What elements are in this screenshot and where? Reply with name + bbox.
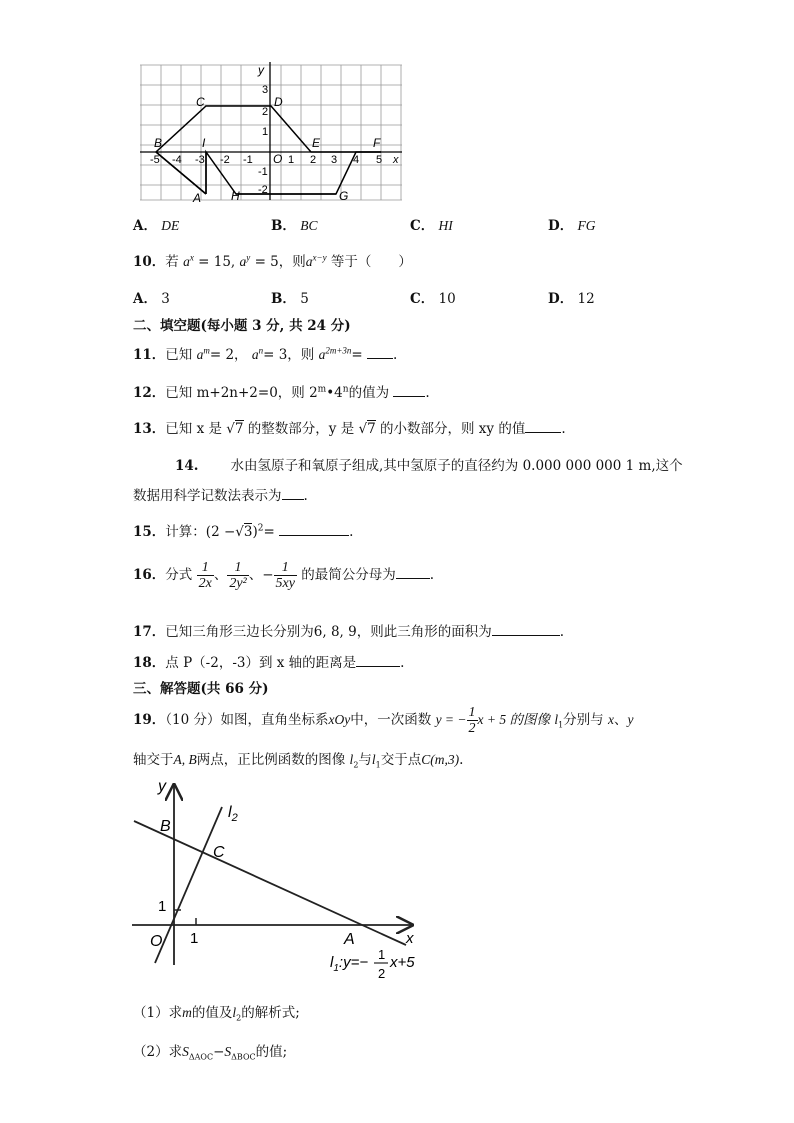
q10-option-b: B． 5 xyxy=(271,291,309,307)
svg-text:3: 3 xyxy=(331,154,338,166)
answer-blank xyxy=(525,420,561,433)
sub-question-1: （1）求m的值及$l_2$的解析式; xyxy=(133,1005,300,1023)
svg-text:-1: -1 xyxy=(243,154,253,166)
question-17: 17．已知三角形三边长分别为6, 8, 9，则此三角形的面积为 . xyxy=(133,624,565,640)
eq-tail: x+5 xyxy=(390,954,415,971)
point-C-label: C xyxy=(213,844,225,861)
svg-text:2: 2 xyxy=(310,154,317,166)
x-axis-label: x xyxy=(406,930,414,947)
point-C: C xyxy=(196,95,205,109)
question-13: 13．已知 x 是 √7 的整数部分，y 是 √7 的小数部分，则 xy 的值 . xyxy=(133,421,566,437)
svg-text:5: 5 xyxy=(376,154,383,166)
line-figure xyxy=(130,775,430,990)
y-tick-1: 1 xyxy=(158,898,167,915)
question-15: 15．计算：$(2 -√3)^2=$ . xyxy=(133,523,354,540)
question-12: 12．已知 m+2n+2=0，则 2$^m$•4$^n$的值为 . xyxy=(133,384,430,401)
point-E: E xyxy=(312,136,321,150)
q10-option-d: D． 12 xyxy=(548,291,595,307)
q9-option-c: C． HI xyxy=(410,218,453,234)
x-axis-label: x xyxy=(393,154,399,166)
fraction-3: $\frac{1}{5xy}$ xyxy=(275,560,295,591)
origin-label: O xyxy=(150,933,163,950)
question-14-line2: 数据用科学记数法表示为 . xyxy=(133,488,308,504)
fraction-half: $\frac{1}{2}$ xyxy=(468,705,476,736)
svg-text:1: 1 xyxy=(288,154,295,166)
svg-text:-3: -3 xyxy=(195,154,205,166)
answer-blank xyxy=(396,566,430,579)
question-14-line1: 14. 水由氢原子和氧原子组成,其中氢原子的直径约为 0.000 000 000 1 m,这个 xyxy=(175,458,683,474)
svg-text:1: 1 xyxy=(262,126,269,138)
y-axis-label: y xyxy=(258,63,264,77)
svg-text:-5: -5 xyxy=(150,154,160,166)
svg-text:2: 2 xyxy=(262,106,269,118)
point-D: D xyxy=(274,95,283,109)
answer-blank xyxy=(279,523,349,536)
point-H: H xyxy=(231,189,240,203)
point-B: B xyxy=(154,136,163,150)
point-A-label: A xyxy=(344,931,355,948)
point-G: G xyxy=(339,189,349,203)
answer-blank xyxy=(282,487,304,500)
section-3-heading: 三、解答题(共 66 分) xyxy=(133,681,269,697)
answer-blank xyxy=(393,384,425,397)
origin-label: O xyxy=(273,152,283,166)
sqrt-symbol: √7 xyxy=(226,421,244,437)
question-11: 11．已知 $a^m= 2$， $a^n= 3$，则 $a^{2m+3n}=$ . xyxy=(133,345,398,363)
point-I: I xyxy=(202,136,206,150)
q10-option-a: A． 3 xyxy=(133,291,170,307)
sqrt-symbol: √7 xyxy=(358,421,376,437)
question-19-line2: 轴交于A, B两点，正比例函数的图像 $l_2$与$l_1$交于点C(m,3). xyxy=(133,752,464,770)
point-F: F xyxy=(373,136,381,150)
q9-option-a: A． DE xyxy=(133,218,180,234)
eq-denominator: 2 xyxy=(378,966,386,981)
question-16: 16．分式 $\frac{1}{2x}$ 、 $\frac{1}{\text{2y²}}$ 、− $\frac{1}{5xy}$ 的最简公分母为 . xyxy=(133,560,435,591)
sub-question-2: （2）求$S_{\Delta AOC}-S_{\Delta BOC}$的值; xyxy=(133,1044,288,1062)
grid-figure xyxy=(140,60,410,205)
svg-text:4: 4 xyxy=(353,154,360,166)
question-10: 10．若 $a^x = 15$, $a^y = 5$，则$a^{x-y}$ 等于（ ） xyxy=(133,252,412,270)
grid-lines xyxy=(140,65,402,200)
svg-text:-4: -4 xyxy=(172,154,182,166)
point-A: A xyxy=(193,191,202,205)
l1-equation: $l_1:y=-$ xyxy=(330,954,369,974)
point-B-label: B xyxy=(160,818,171,835)
x-tick-1: 1 xyxy=(190,930,199,947)
fraction-2: $\frac{1}{\text{2y²}}$ xyxy=(229,560,247,591)
svg-text:3: 3 xyxy=(262,84,269,96)
svg-text:-2: -2 xyxy=(220,154,230,166)
answer-blank xyxy=(492,623,560,636)
answer-blank xyxy=(367,346,393,359)
fraction-1: $\frac{1}{2x}$ xyxy=(198,560,212,591)
q9-option-d: D． FG xyxy=(548,218,596,234)
eq-numerator: 1 xyxy=(378,947,386,962)
svg-text:-2: -2 xyxy=(258,184,268,196)
question-19-line1: 19．（10 分）如图，直角坐标系xOy中，一次函数 y = − $\frac{1}{2}$ x + 5 的图像 $l_1$分别与 x、y xyxy=(133,705,634,736)
answer-blank xyxy=(356,654,400,667)
q9-option-b: B． BC xyxy=(271,218,318,234)
section-2-heading: 二、填空题(每小题 3 分, 共 24 分) xyxy=(133,318,351,334)
l2-label: $l_2$ xyxy=(228,804,238,824)
svg-text:-1: -1 xyxy=(258,166,268,178)
y-axis-label: y xyxy=(158,778,166,795)
q10-option-c: C． 10 xyxy=(410,291,456,307)
question-18: 18．点 P（-2，-3）到 x 轴的距离是 . xyxy=(133,655,405,671)
